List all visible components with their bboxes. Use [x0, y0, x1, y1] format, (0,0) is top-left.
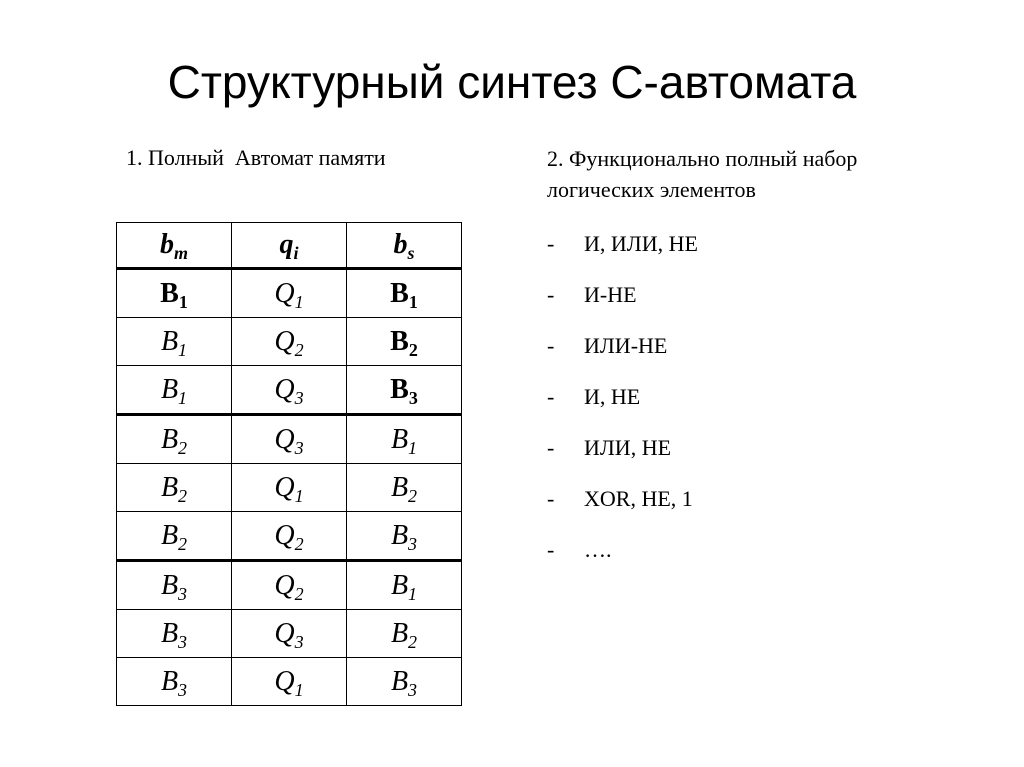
- table-row: [117, 318, 462, 366]
- cell-sub: 3: [294, 437, 304, 458]
- header-bs-base: b: [393, 229, 408, 260]
- cell-base: B: [160, 277, 179, 309]
- cell-bm: [117, 366, 232, 415]
- list-item: [547, 536, 698, 587]
- list-item-text: ….: [584, 537, 612, 562]
- cell-base: B: [160, 569, 179, 601]
- list-item-text: ИЛИ-НЕ: [584, 333, 668, 358]
- cell-bs: [347, 610, 462, 658]
- list-bullet: -: [547, 537, 555, 562]
- cell-qi: [232, 658, 347, 706]
- list-item: [547, 281, 698, 332]
- list-bullet: -: [547, 435, 555, 460]
- cell-sub: 1: [408, 291, 418, 312]
- header-bs: [347, 223, 462, 269]
- cell-base: Q: [274, 325, 295, 357]
- cell-sub: 2: [294, 339, 304, 360]
- cell-base: B: [390, 617, 409, 649]
- cell-base: Q: [274, 569, 295, 601]
- cell-base: B: [160, 617, 179, 649]
- list-item: [547, 434, 698, 485]
- list-bullet: -: [547, 486, 555, 511]
- cell-base: Q: [274, 617, 295, 649]
- cell-base: B: [160, 373, 179, 405]
- table-row: [117, 658, 462, 706]
- list-bullet: -: [547, 282, 555, 307]
- cell-bm: [117, 512, 232, 561]
- cell-bm: [117, 658, 232, 706]
- cell-sub: 3: [408, 679, 418, 700]
- cell-base: Q: [274, 423, 295, 455]
- table-row: [117, 269, 462, 318]
- list-bullet: -: [547, 231, 555, 256]
- header-qi-sub: i: [293, 243, 299, 263]
- table-row: [117, 561, 462, 610]
- cell-base: B: [160, 325, 179, 357]
- cell-bs: [347, 366, 462, 415]
- header-bm: [117, 223, 232, 269]
- cell-qi: [232, 318, 347, 366]
- cell-qi: [232, 366, 347, 415]
- list-item: [547, 230, 698, 281]
- cell-bs: [347, 318, 462, 366]
- cell-sub: 2: [178, 485, 188, 506]
- cell-sub: 3: [408, 387, 418, 408]
- list-item-text: И-НЕ: [584, 282, 637, 307]
- cell-qi: [232, 415, 347, 464]
- cell-bm: [117, 610, 232, 658]
- cell-sub: 2: [178, 533, 188, 554]
- cell-qi: [232, 561, 347, 610]
- cell-sub: 1: [294, 679, 304, 700]
- cell-sub: 2: [408, 631, 418, 652]
- logic-set-list: [547, 230, 698, 587]
- table-row: [117, 415, 462, 464]
- list-item: [547, 332, 698, 383]
- table-header-row: [117, 223, 462, 269]
- cell-base: B: [160, 423, 179, 455]
- cell-sub: 2: [294, 533, 304, 554]
- cell-base: B: [390, 569, 409, 601]
- list-item: [547, 485, 698, 536]
- cell-bm: [117, 269, 232, 318]
- cell-qi: [232, 512, 347, 561]
- cell-base: Q: [274, 665, 295, 697]
- list-item-text: ИЛИ, НЕ: [584, 435, 672, 460]
- cell-qi: [232, 464, 347, 512]
- cell-sub: 1: [178, 291, 188, 312]
- cell-sub: 3: [178, 583, 188, 604]
- header-bm-sub: m: [173, 243, 188, 263]
- list-item: [547, 383, 698, 434]
- cell-base: B: [390, 423, 409, 455]
- cell-bs: [347, 464, 462, 512]
- cell-base: B: [390, 277, 409, 309]
- cell-bs: [347, 512, 462, 561]
- cell-sub: 1: [294, 291, 304, 312]
- cell-sub: 1: [178, 387, 188, 408]
- slide-title: Структурный синтез С-автомата: [167, 56, 857, 108]
- cell-sub: 1: [294, 485, 304, 506]
- cell-bm: [117, 464, 232, 512]
- cell-sub: 3: [294, 387, 304, 408]
- cell-bm: [117, 318, 232, 366]
- cell-base: B: [390, 325, 409, 357]
- cell-qi: [232, 610, 347, 658]
- logic-set-heading: [547, 143, 987, 205]
- table-row: [117, 464, 462, 512]
- cell-base: Q: [274, 471, 295, 503]
- cell-sub: 3: [294, 631, 304, 652]
- list-item-text: И, ИЛИ, НЕ: [584, 231, 698, 256]
- table-row: [117, 366, 462, 415]
- cell-bs: [347, 658, 462, 706]
- cell-sub: 3: [408, 533, 418, 554]
- cell-bm: [117, 415, 232, 464]
- header-bm-base: b: [159, 229, 174, 260]
- cell-base: B: [160, 665, 179, 697]
- table-row: [117, 512, 462, 561]
- cell-base: B: [160, 519, 179, 551]
- table-row: [117, 610, 462, 658]
- transition-table: [116, 222, 462, 706]
- list-bullet: -: [547, 333, 555, 358]
- cell-base: B: [390, 665, 409, 697]
- header-qi-base: q: [279, 229, 294, 260]
- cell-sub: 1: [408, 583, 418, 604]
- memory-automaton-heading: 1. Полный Автомат памяти: [126, 145, 386, 170]
- cell-sub: 2: [294, 583, 304, 604]
- list-item-text: XOR, НЕ, 1: [584, 486, 693, 511]
- header-bs-sub: s: [407, 243, 415, 263]
- cell-sub: 2: [178, 437, 188, 458]
- cell-sub: 1: [178, 339, 188, 360]
- cell-base: B: [390, 373, 409, 405]
- table-body: [117, 269, 462, 706]
- cell-sub: 1: [408, 437, 418, 458]
- cell-bs: [347, 561, 462, 610]
- cell-base: B: [390, 519, 409, 551]
- cell-base: Q: [274, 373, 295, 405]
- cell-bs: [347, 269, 462, 318]
- cell-sub: 3: [178, 631, 188, 652]
- cell-qi: [232, 269, 347, 318]
- cell-bs: [347, 415, 462, 464]
- cell-base: B: [390, 471, 409, 503]
- logic-set-heading-line-1: 2. Функционально полный набор: [547, 146, 858, 171]
- logic-set-heading-line-2: логических элементов: [547, 177, 756, 202]
- cell-base: Q: [274, 519, 295, 551]
- cell-base: B: [160, 471, 179, 503]
- cell-sub: 3: [178, 679, 188, 700]
- cell-bm: [117, 561, 232, 610]
- list-bullet: -: [547, 384, 555, 409]
- list-item-text: И, НЕ: [584, 384, 641, 409]
- header-qi: [232, 223, 347, 269]
- cell-sub: 2: [408, 339, 418, 360]
- cell-base: Q: [274, 277, 295, 309]
- cell-sub: 2: [408, 485, 418, 506]
